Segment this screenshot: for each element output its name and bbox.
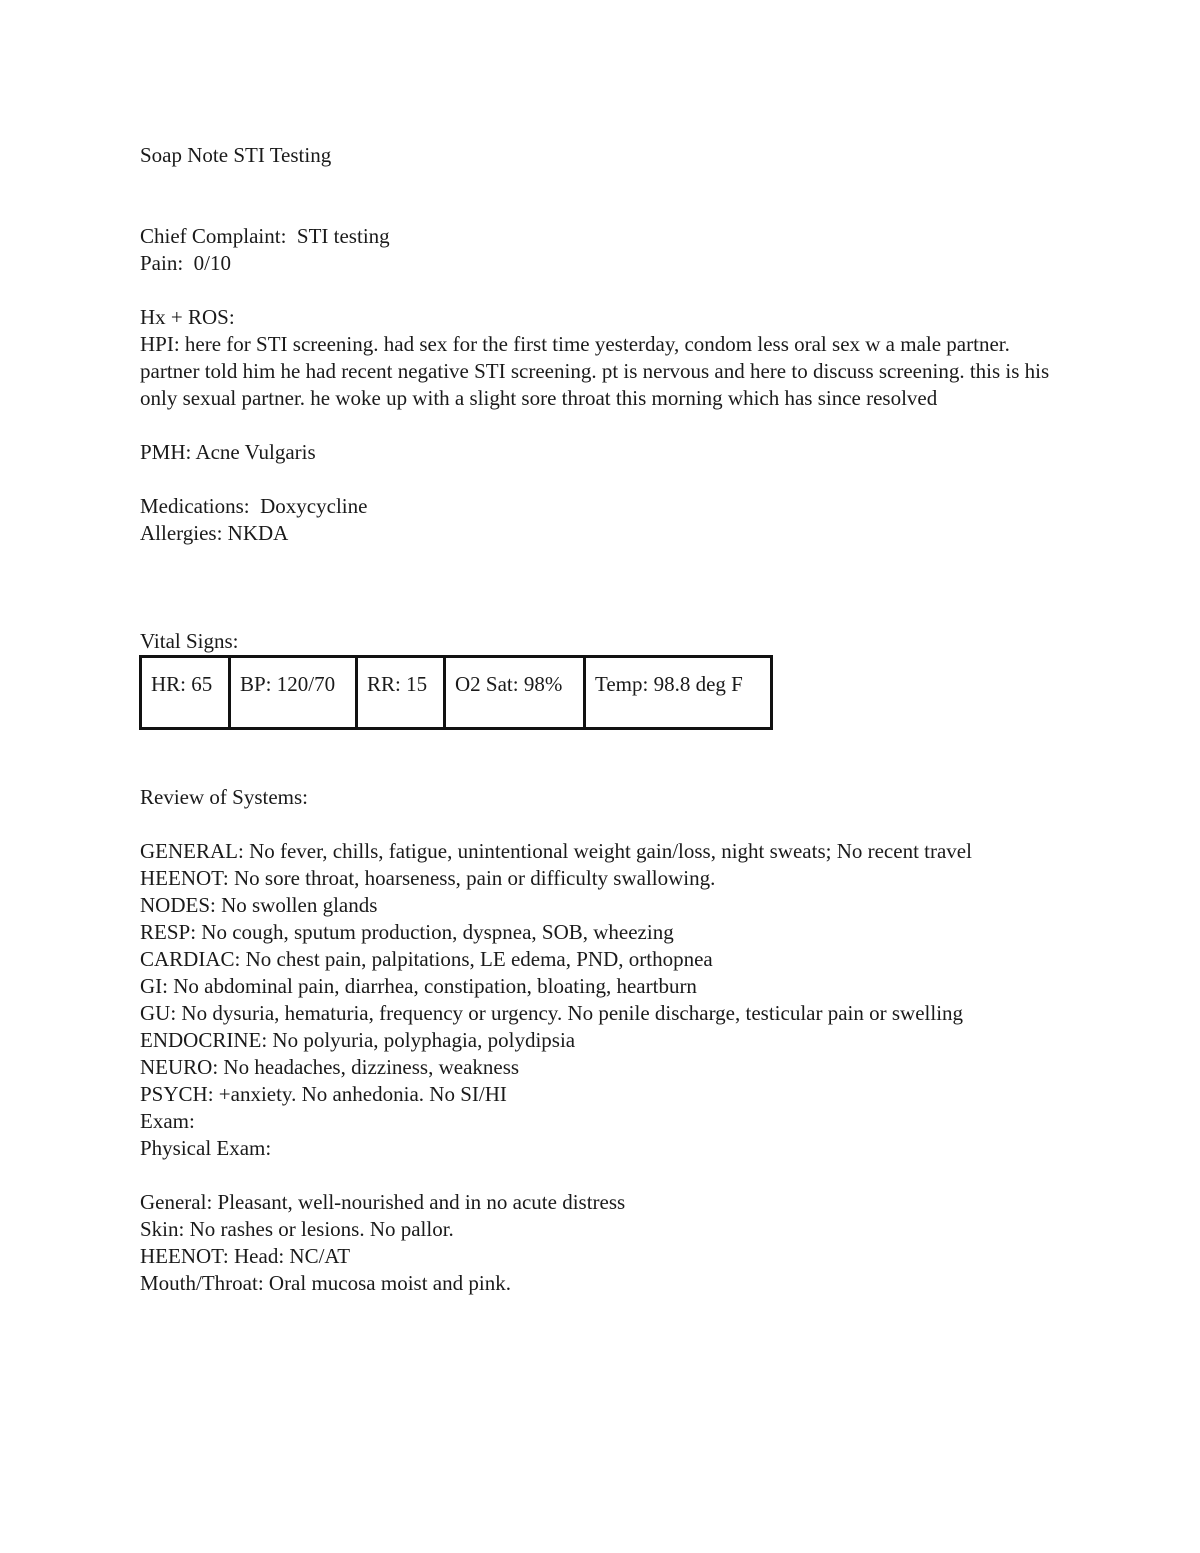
- ros-cardiac: CARDIAC: No chest pain, palpitations, LE edema, PND, orthopnea: [140, 947, 713, 971]
- exam-skin: Skin: No rashes or lesions. No pallor.: [140, 1217, 454, 1241]
- document-page: [140, 142, 1065, 1297]
- exam-mouth-throat: Mouth/Throat: Oral mucosa moist and pink.: [140, 1271, 511, 1295]
- vital-rr: RR: 15: [357, 657, 445, 729]
- ros-heading: Review of Systems:: [140, 785, 308, 809]
- pmh: PMH: Acne Vulgaris: [140, 440, 316, 464]
- ros-gu: GU: No dysuria, hematuria, frequency or urgency. No penile discharge, testicular pain or swelling: [140, 1001, 964, 1025]
- ros-psych: PSYCH: +anxiety. No anhedonia. No SI/HI: [140, 1082, 507, 1106]
- vital-temp: Temp: 98.8 deg F: [585, 657, 772, 729]
- physical-exam-heading: Physical Exam:: [140, 1136, 272, 1160]
- pain-score: Pain: 0/10: [140, 251, 232, 275]
- ros-general: GENERAL: No fever, chills, fatigue, unintentional weight gain/loss, night sweats; No recent travel: [140, 839, 972, 863]
- vital-bp: BP: 120/70: [230, 657, 357, 729]
- allergies: Allergies: NKDA: [140, 521, 289, 545]
- ros-endocrine: ENDOCRINE: No polyuria, polyphagia, polydipsia: [140, 1028, 576, 1052]
- vital-signs-label: Vital Signs:: [140, 629, 239, 653]
- hx-ros-heading: Hx + ROS:: [140, 305, 235, 329]
- hpi-paragraph: HPI: here for STI screening. had sex for the first time yesterday, condom less oral sex w a male partner. partner told him he had recent negative STI screening. pt is nervous and here to discuss screening. this is his only sexual partner. he woke up with a slight sore throat this morning which has since resolved: [140, 332, 1055, 410]
- medications: Medications: Doxycycline: [140, 494, 368, 518]
- vital-signs-row: [141, 657, 772, 729]
- exam-heenot: HEENOT: Head: NC/AT: [140, 1244, 351, 1268]
- ros-gi: GI: No abdominal pain, diarrhea, constipation, bloating, heartburn: [140, 974, 697, 998]
- ros-heenot: HEENOT: No sore throat, hoarseness, pain or difficulty swallowing.: [140, 866, 716, 890]
- vital-signs-table: [139, 655, 773, 730]
- ros-resp: RESP: No cough, sputum production, dyspnea, SOB, wheezing: [140, 920, 674, 944]
- vital-o2-sat: O2 Sat: 98%: [445, 657, 585, 729]
- chief-complaint: Chief Complaint: STI testing: [140, 224, 390, 248]
- exam-label: Exam:: [140, 1109, 195, 1133]
- exam-general: General: Pleasant, well-nourished and in no acute distress: [140, 1190, 626, 1214]
- ros-neuro: NEURO: No headaches, dizziness, weakness: [140, 1055, 520, 1079]
- ros-nodes: NODES: No swollen glands: [140, 893, 378, 917]
- vital-hr: HR: 65: [141, 657, 230, 729]
- document-title: Soap Note STI Testing: [140, 143, 332, 167]
